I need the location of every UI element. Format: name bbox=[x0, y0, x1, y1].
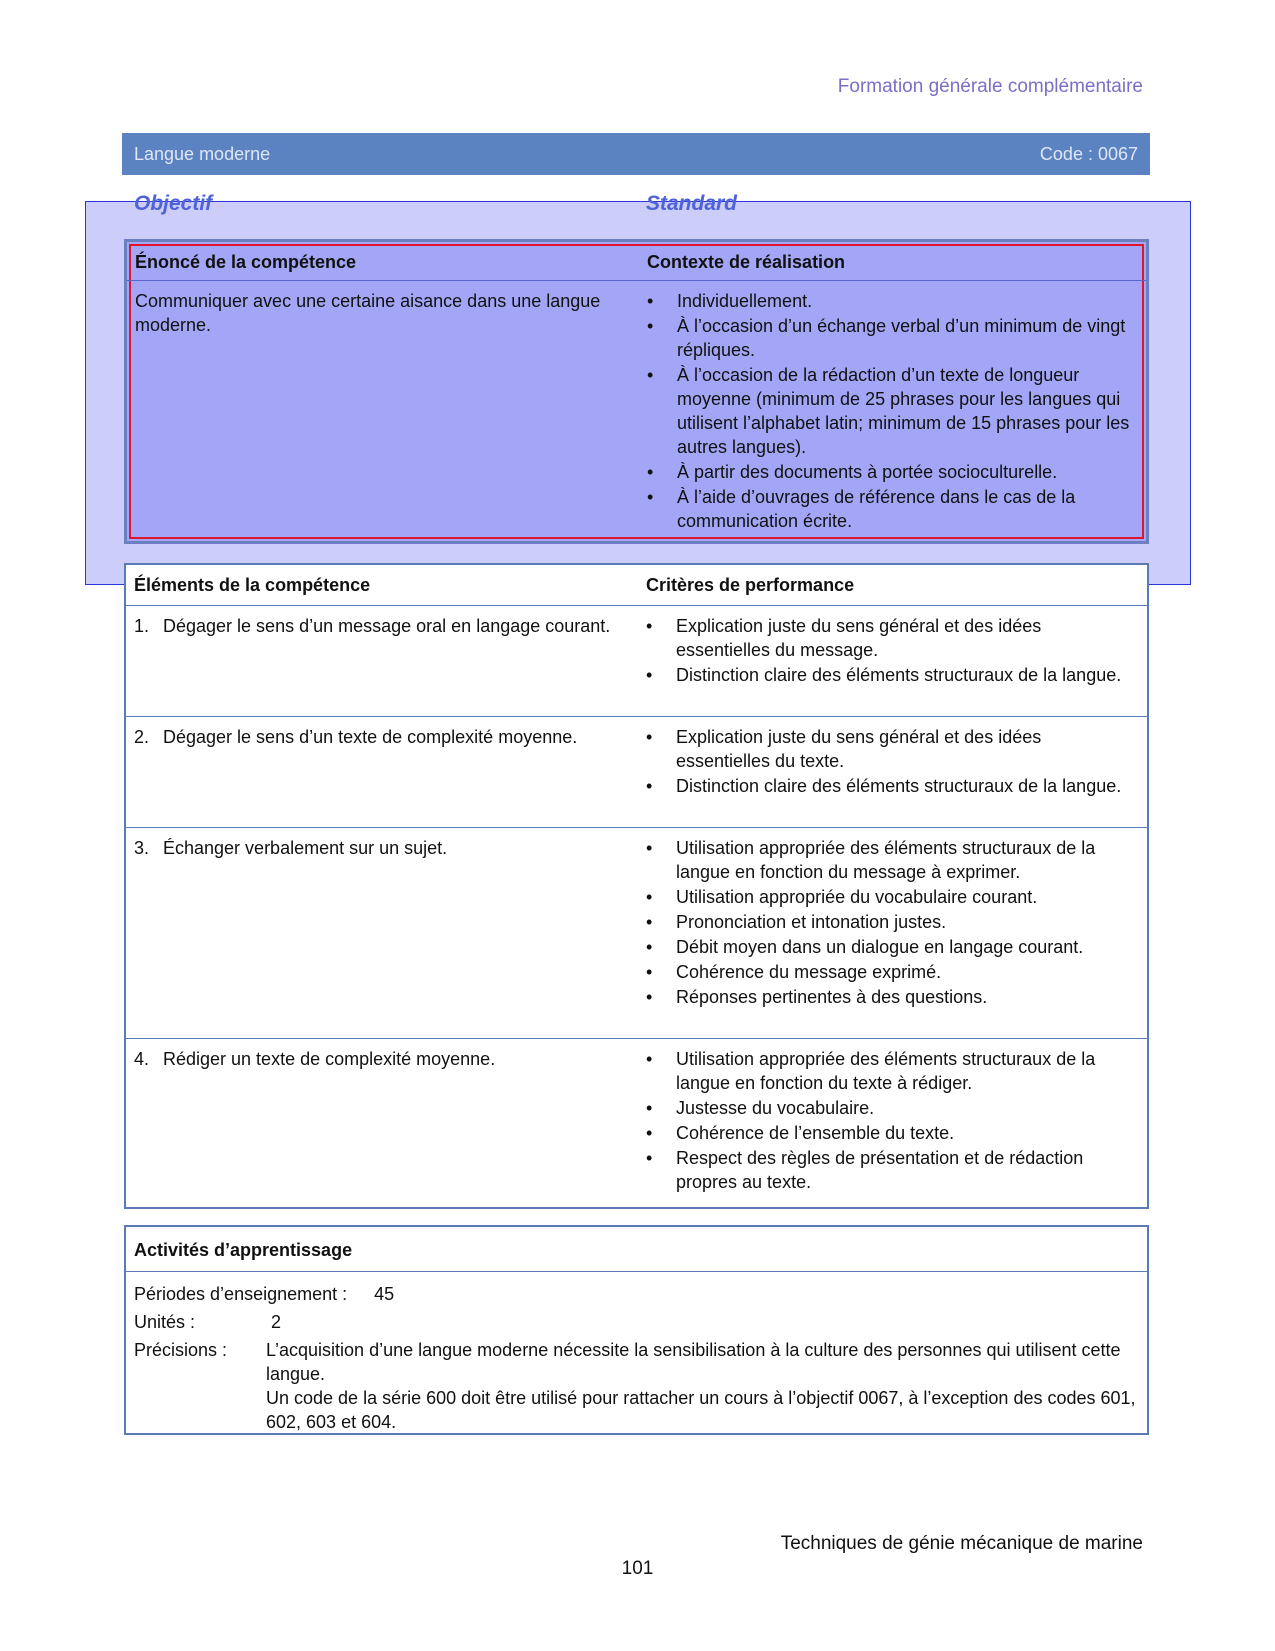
periods-value: 45 bbox=[374, 1284, 395, 1304]
list-item: • Explication juste du sens général et des idées essentielles du message. bbox=[646, 614, 1136, 662]
criteria-heading: Critères de performance bbox=[646, 575, 855, 595]
elements-heading: Éléments de la compétence bbox=[134, 575, 371, 595]
units-value: 2 bbox=[271, 1312, 282, 1332]
element-number: 2. bbox=[134, 727, 150, 747]
element-text: Rédiger un texte de complexité moyenne. bbox=[163, 1049, 496, 1069]
criteria-list bbox=[646, 725, 1136, 798]
list-item: • Utilisation appropriée du vocabulaire courant. bbox=[646, 885, 1136, 909]
precisions-text bbox=[266, 1338, 1136, 1434]
competence-box bbox=[124, 239, 1149, 544]
list-item: • À l’occasion d’un échange verbal d’un minimum de vingt répliques. bbox=[647, 314, 1137, 362]
list-item: • Utilisation appropriée des éléments structuraux de la langue en fonction du message à exprimer. bbox=[646, 836, 1136, 884]
statement-heading: Énoncé de la compétence bbox=[135, 252, 357, 272]
list-item: • À l’occasion de la rédaction d’un texte de longueur moyenne (minimum de 25 phrases pour les langues qui utilisent l’alphabet latin; minimum de 15 phrases pour les autres langues). bbox=[647, 363, 1137, 459]
element-text: Dégager le sens d’un texte de complexité moyenne. bbox=[163, 727, 578, 747]
table-row bbox=[126, 606, 1147, 717]
element-text: Échanger verbalement sur un sujet. bbox=[163, 838, 448, 858]
precision-paragraph: L’acquisition d’une langue moderne nécessite la sensibilisation à la culture des personnes qui utilisent cette langue. bbox=[266, 1340, 1121, 1384]
element-number: 1. bbox=[134, 616, 150, 636]
list-item: • Justesse du vocabulaire. bbox=[646, 1096, 1136, 1120]
course-code: Code : 0067 bbox=[1039, 143, 1138, 164]
criteria-list bbox=[646, 1047, 1136, 1194]
list-item: • Individuellement. bbox=[647, 289, 1137, 313]
title-band bbox=[122, 133, 1150, 175]
competence-statement: Communiquer avec une certaine aisance dans une langue moderne. bbox=[135, 291, 601, 335]
activities-heading: Activités d’apprentissage bbox=[134, 1240, 353, 1260]
activities-header bbox=[126, 1227, 1147, 1272]
units-line bbox=[134, 1310, 281, 1334]
page-number: 101 bbox=[621, 1558, 654, 1579]
list-item: • À partir des documents à portée socioculturelle. bbox=[647, 460, 1137, 484]
competence-box-header bbox=[127, 242, 1146, 281]
list-item: • Réponses pertinentes à des questions. bbox=[646, 985, 1136, 1009]
list-item: • Distinction claire des éléments structuraux de la langue. bbox=[646, 774, 1136, 798]
elements-box bbox=[124, 563, 1149, 1209]
elements-box-header bbox=[126, 565, 1147, 606]
list-item: • Cohérence de l’ensemble du texte. bbox=[646, 1121, 1136, 1145]
activities-box bbox=[124, 1225, 1149, 1435]
objective-label: Objectif bbox=[134, 192, 213, 215]
list-item: • Cohérence du message exprimé. bbox=[646, 960, 1136, 984]
element-text: Dégager le sens d’un message oral en langage courant. bbox=[163, 616, 611, 636]
list-item: • Respect des règles de présentation et de rédaction propres au texte. bbox=[646, 1146, 1136, 1194]
list-item: • Débit moyen dans un dialogue en langage courant. bbox=[646, 935, 1136, 959]
periods-line bbox=[134, 1282, 394, 1306]
list-item: • Explication juste du sens général et des idées essentielles du texte. bbox=[646, 725, 1136, 773]
list-item: • À l’aide d’ouvrages de référence dans le cas de la communication écrite. bbox=[647, 485, 1137, 533]
element-number: 3. bbox=[134, 838, 150, 858]
standard-label: Standard bbox=[646, 192, 738, 215]
footer-program: Techniques de génie mécanique de marine bbox=[780, 1533, 1143, 1554]
running-header: Formation générale complémentaire bbox=[837, 76, 1143, 97]
units-label: Unités : bbox=[134, 1312, 196, 1332]
subject-title: Langue moderne bbox=[134, 143, 271, 164]
precisions-label: Précisions : bbox=[134, 1340, 228, 1360]
list-item: • Utilisation appropriée des éléments structuraux de la langue en fonction du texte à rédiger. bbox=[646, 1047, 1136, 1095]
list-item: • Prononciation et intonation justes. bbox=[646, 910, 1136, 934]
context-list bbox=[647, 289, 1137, 533]
periods-label: Périodes d’enseignement : bbox=[134, 1284, 348, 1304]
context-heading: Contexte de réalisation bbox=[647, 252, 846, 272]
table-row bbox=[126, 717, 1147, 828]
element-number: 4. bbox=[134, 1049, 150, 1069]
criteria-list bbox=[646, 836, 1136, 1009]
section-labels bbox=[134, 192, 1144, 222]
list-item: • Distinction claire des éléments structuraux de la langue. bbox=[646, 663, 1136, 687]
table-row bbox=[126, 828, 1147, 1039]
precision-paragraph: Un code de la série 600 doit être utilisé pour rattacher un cours à l’objectif 0067, à l’exception des codes 601, 602, 603 et 604. bbox=[266, 1388, 1136, 1432]
table-row bbox=[126, 1039, 1147, 1199]
criteria-list bbox=[646, 614, 1136, 687]
